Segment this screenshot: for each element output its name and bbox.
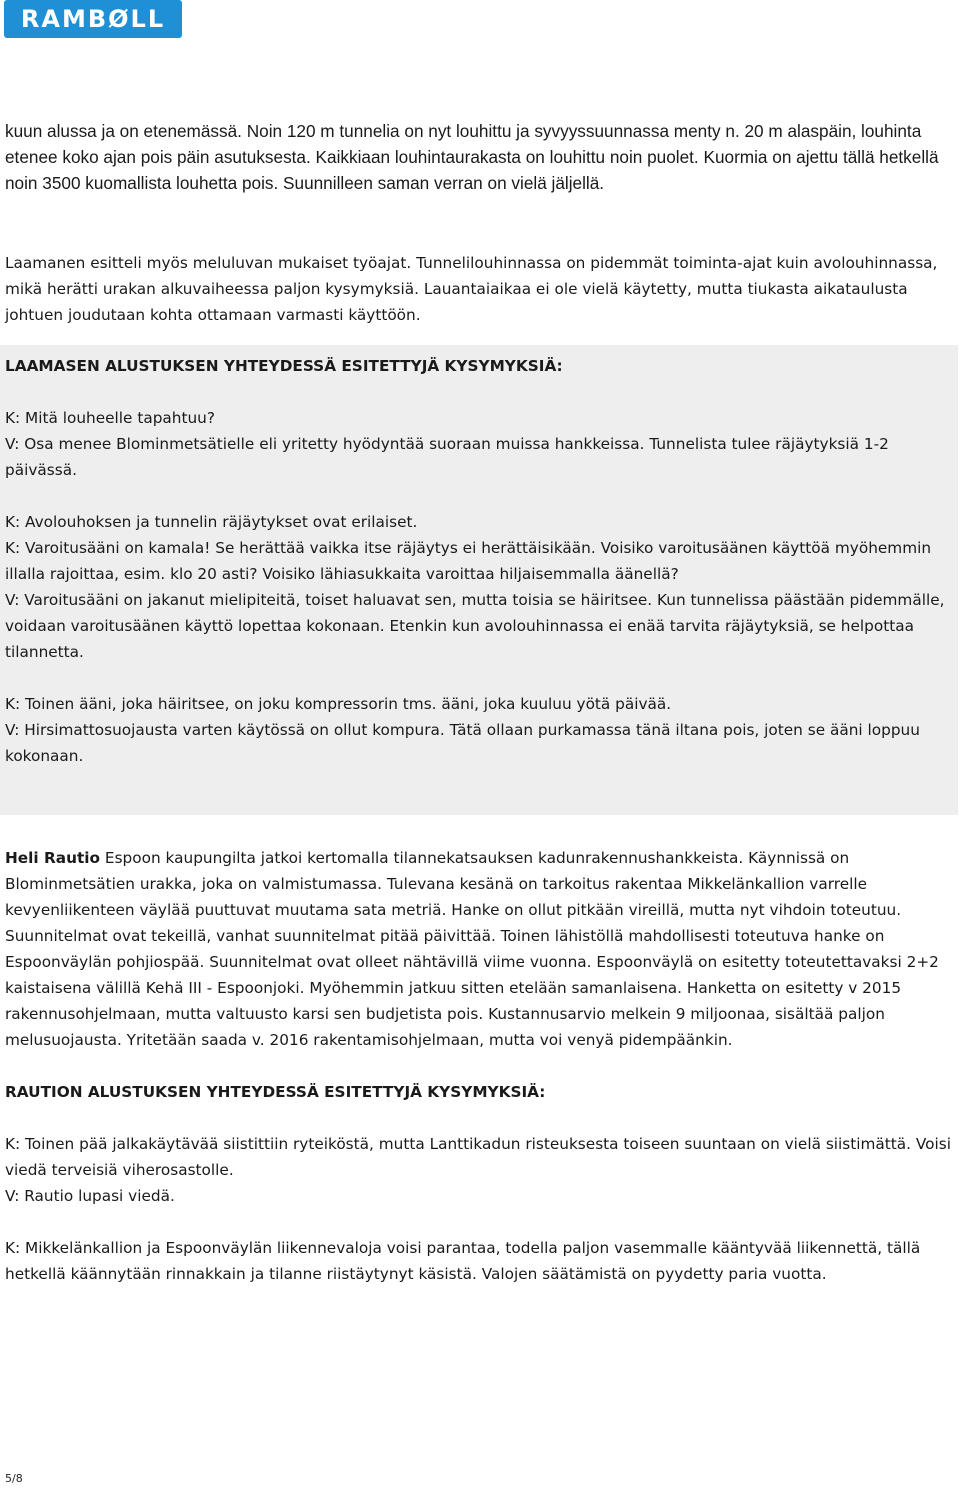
laamanen-section xyxy=(5,250,955,328)
laamanen-paragraph: Laamanen esitteli myös meluluvan mukaiset työajat. Tunnelilouhinnassa on pidemmät toiminta-ajat kuin avolouhinnassa, mikä herätti urakan alkuvaiheessa paljon kysymyksiä. Lauantaiaikaa ei ole vielä käytetty, mutta tiukasta aikataulusta johtuen joudutaan kohta ottamaan varmasti käyttöön. xyxy=(5,254,938,324)
ramboll-logo xyxy=(4,0,182,38)
laamanen-a4: V: Hirsimattosuojausta varten käytössä on ollut kompura. Tätä ollaan purkamassa tänä iltana pois, joten se ääni loppuu kokonaan. xyxy=(5,721,920,765)
rautio-name: Heli Rautio xyxy=(5,849,101,867)
rautio-paragraph xyxy=(5,845,955,1053)
laamanen-q4: K: Toinen ääni, joka häiritsee, on joku kompressorin tms. ääni, joka kuuluu yötä päivää. xyxy=(5,695,672,713)
laamanen-q1: K: Mitä louheelle tapahtuu? xyxy=(5,409,215,427)
rautio-text: Espoon kaupungilta jatkoi kertomalla tilannekatsauksen kadunrakennushankkeista. Käynnissä on Blominmetsätien urakka, joka on valmistumassa. Tulevana kesänä on tarkoitus rakentaa Mikkelänkallion varrelle kevyenliikenteen väylää puuttuvat muutama sata metriä. Hanke on ollut pitkään vireillä, mutta nyt vihdoin toteutuu. Suunnitelmat ovat tekeillä, vanhat suunnitelmat pitää päivittää. Toinen lähistöllä mahdollisesti toteutuva hanke on Espoonväylän pohjiospää. Suunnitelmat ovat olleet nähtävillä viime vuonna. Espoonväylä on esitetty toteutettavaksi 2+2 kaistaisena välillä Kehä III - Espoonjoki. Myöhemmin jatkuu sitten etelään samanlaisena. Hanketta on esitetty v 2015 rakennusohjelmaan, mutta valtuusto karsi sen budjetista pois. Kustannusarvio melkein 9 miljoonaa, sisältää paljon melusuojausta. Yritetään saada v. 2016 rakentamisohjelmaan, mutta voi venyä pidempäänkin. xyxy=(5,849,939,1049)
laamanen-qa-heading: LAAMASEN ALUSTUKSEN YHTEYDESSÄ ESITETTYJÄ KYSYMYKSIÄ: xyxy=(5,357,563,375)
laamanen-qa-section xyxy=(5,353,955,769)
laamanen-a1: V: Osa menee Blominmetsätielle eli yritetty hyödyntää suoraan muissa hankkeissa. Tunnelista tulee räjäytyksiä 1-2 päivässä. xyxy=(5,435,889,479)
rautio-a1: V: Rautio lupasi viedä. xyxy=(5,1187,175,1205)
laamanen-a3: V: Varoitusääni on jakanut mielipiteitä, toiset haluavat sen, mutta toisia se häiritsee. Kun tunnelissa päästään pidemmälle, voidaan varoitusäänen käyttö lopettaa kokonaan. Etenkin kun avolouhinnassa ei enää tarvita räjäytyksiä, se helpottaa tilannetta. xyxy=(5,591,945,661)
rautio-qa-heading: RAUTION ALUSTUKSEN YHTEYDESSÄ ESITETTYJÄ KYSYMYKSIÄ: xyxy=(5,1083,546,1101)
logo-text: RAMBØLL xyxy=(20,5,166,33)
rautio-section xyxy=(5,845,955,1287)
page-number: 5/8 xyxy=(5,1472,23,1485)
rautio-q2: K: Mikkelänkallion ja Espoonväylän liikennevaloja voisi parantaa, todella paljon vasemmalle kääntyvää liikennettä, tällä hetkellä käännytään rinnakkain ja tilanne riistäytynyt käsistä. Valojen säätämistä on pyydetty paria vuotta. xyxy=(5,1239,921,1283)
rautio-q1: K: Toinen pää jalkakäytävää siistittiin ryteiköstä, mutta Lanttikadun risteuksesta toiseen suuntaan on vielä siistimättä. Voisi viedä terveisiä viherosastolle. xyxy=(5,1135,951,1179)
laamanen-q3: K: Varoitusääni on kamala! Se herättää vaikka itse räjäytys ei herättäisikään. Voisiko varoitusäänen käyttöä myöhemmin illalla rajoittaa, esim. klo 20 asti? Voisiko lähiasukkaita varoittaa hiljaisemmalla äänellä? xyxy=(5,539,932,583)
intro-paragraph: kuun alussa ja on etenemässä. Noin 120 m tunnelia on nyt louhittu ja syvyyssuunnassa menty n. 20 m alaspäin, louhinta etenee koko ajan pois päin asutuksesta. Kaikkiaan louhintaurakasta on louhittu noin puolet. Kuormia on ajettu tällä hetkellä noin 3500 kuomallista louhetta pois. Suunnilleen saman verran on vielä jäljellä. xyxy=(5,121,939,193)
laamanen-q2: K: Avolouhoksen ja tunnelin räjäytykset ovat erilaiset. xyxy=(5,513,418,531)
